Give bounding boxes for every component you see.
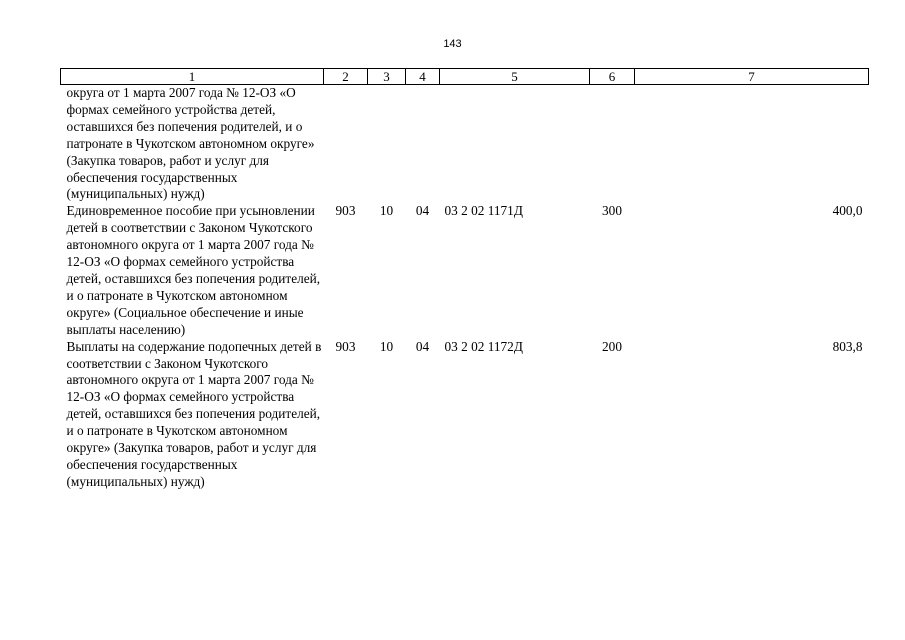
row-name-cell: Выплаты на содержание подопечных детей в соответствии с Законом Чукотского автономного округа от 1 марта 2007 года № 12-ОЗ «О формах семейного устройства детей, оставшихся без попечения родителей, и о патронате в Чукотском автономном округе» (Закупка товаров, работ и услуг для обеспечения государственных (муниципальных) нужд) [66,338,322,489]
amount-cell: 803,8 [832,338,863,354]
expense-type-cell: 200 [602,338,622,354]
column-header-5: 5 [440,69,590,85]
ministry-code-cell: 903 [335,203,356,219]
table-header [61,69,869,85]
column-header-7: 7 [635,69,869,85]
expense-type-cell: 300 [602,203,622,219]
target-code-cell: 03 2 02 1171Д [444,203,523,219]
column-header-1: 1 [61,69,324,85]
subsection-code-cell: 04 [415,338,430,354]
column-header-3: 3 [368,69,406,85]
expense-type-cell [590,85,635,204]
header-row [61,69,869,85]
budget-table [60,68,869,491]
target-code-cell [440,85,590,204]
ministry-code-cell [324,85,368,204]
row-name-cell: Единовременное пособие при усыновлении детей в соответствии с Законом Чукотского автономного округа от 1 марта 2007 года № 12-ОЗ «О формах семейного устройства детей, оставшихся без попечения родителей, и о патронате в Чукотском автономном округе» (Социальное обеспечение и иные выплаты населению) [66,203,321,337]
ministry-code-cell: 903 [335,338,356,354]
table-body [61,85,869,491]
section-code-cell: 10 [379,203,394,219]
table-row [61,339,869,491]
column-header-2: 2 [324,69,368,85]
column-header-4: 4 [406,69,440,85]
subsection-code-cell: 04 [415,203,430,219]
column-header-6: 6 [590,69,635,85]
row-name-cell: округа от 1 марта 2007 года № 12-ОЗ «О формах семейного устройства детей, оставшихся без попечения родителей, и о патронате в Чукотском автономном округе» (Закупка товаров, работ и услуг для обеспечения государственных (муниципальных) нужд) [66,85,315,202]
subsection-code-cell [406,85,440,204]
table-row [61,85,869,204]
section-code-cell: 10 [379,338,394,354]
amount-cell: 400,0 [832,203,863,219]
section-code-cell [368,85,406,204]
amount-cell [635,85,869,204]
table-row [61,203,869,338]
page-number: 143 [443,38,462,50]
target-code-cell: 03 2 02 1172Д [444,338,523,354]
